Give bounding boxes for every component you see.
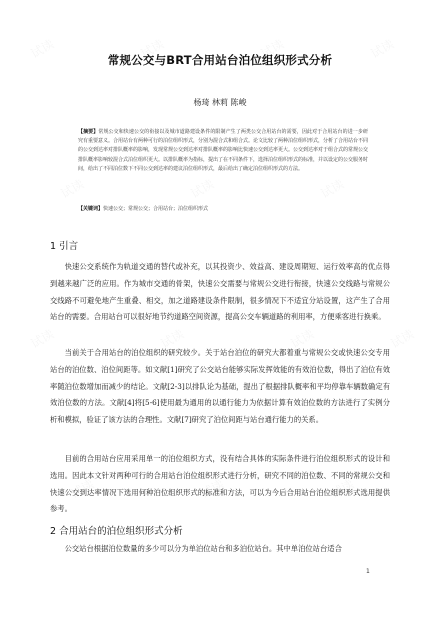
intro-paragraph-1: 快速公交系统作为轨道交通的替代或补充，以其投资少、效益高、建设周期短、运行效率高的优点得到越来越广泛的应用。作为城市交通的骨架，快速公交需要与常规公交进行衔接，快速公交线路与常规公交线路不可避免地产生重叠、相交，加之道路建设条件限制，很多情况下不适宜分站设置，这产生了合用站台的需要。合用站台可以很好地节约道路空间资源，提高公交车辆道路的利用率，方便乘客进行换乘。 — [50, 262, 390, 322]
watermark — [317, 175, 346, 202]
intro-paragraph-3: 目前的合用站台应用采用单一的泊位组织方式，没有结合具体的实际条件进行泊位组织形式的设计和选用。因此本文针对两种可行的合用站台泊位组织形式进行分析，研究不同的泊位数、不同的常规公交和快速公交到达率情况下选用何种泊位组织形式的标准和方法，可以为今后合用站台泊位组织形式选用提供参考。 — [50, 454, 390, 514]
watermark — [387, 325, 416, 352]
watermark — [57, 175, 86, 202]
section-heading-berth-organization: 2 合用站台的泊位组织形式分析 — [50, 526, 183, 537]
paper-authors: 杨琦 林莉 陈峻 — [193, 98, 247, 107]
keywords-label: 【关键词】 — [78, 206, 104, 212]
section-heading-introduction: 1 引言 — [50, 241, 79, 252]
watermark — [187, 175, 216, 202]
section2-paragraph-1: 公交站台根据泊位数量的多少可以分为单泊位站台和多泊位站台。其中单泊位站台适合 — [64, 544, 342, 553]
paper-title: 常规公交与BRT合用站台泊位组织形式分析 — [107, 53, 333, 67]
intro-paragraph-2: 当前关于合用站台的泊位组织的研究较少。关于站台泊位的研究大都着重与常规公交或快速公交专用站台的泊位数、泊位间距等。如文献[1]研究了公交站台能够实际发挥效能的有效泊位数，得出了泊位有效率随泊位数增加而减少的结论。文献[2-3]以排队论为基础，提出了根据排队概率和平均停靠车辆数确定有效泊位数的方法。文献[4]将[5-6]使用最为通用的以通行能力为依据计算有效泊位数的方法进行了实例分析和模拟，验证了该方法的合理性。文献[7]研究了泊位间距与站台通行能力的关系。 — [50, 348, 390, 425]
page-number: 1 — [366, 568, 370, 575]
abstract — [78, 128, 368, 174]
keywords — [78, 205, 368, 214]
keywords-text: 快速公交；常规公交；合用站台；泊位组织形式 — [103, 206, 209, 212]
abstract-label: 【摘要】 — [78, 129, 99, 135]
abstract-text: 常规公交和快速公交的衔接以及城市道路建设条件的限制产生了两类公交合用站台的需要，因此对于合用站台的进一步研究有重要意义。合用站台有两种可行的泊位组织形式，分别为混合式和组合式。论文比较了两种泊位组织形式，分析了合用站台不同的公交到达率对排队概率的影响，发现常规公交到达率对排队概率的影响比快速公交到达率更大。公交到达率对于组合式的常规公交排队概率影响较混合式泊位组织更大。以排队概率为指标，提出了在不同条件下，选择泊位组织形式的标准，并以设定的公交服务时间，给出了不同泊位数下不同公交到达率的建议泊位组织形式，最后给出了确定泊位组织形式的方法。 — [78, 129, 369, 172]
